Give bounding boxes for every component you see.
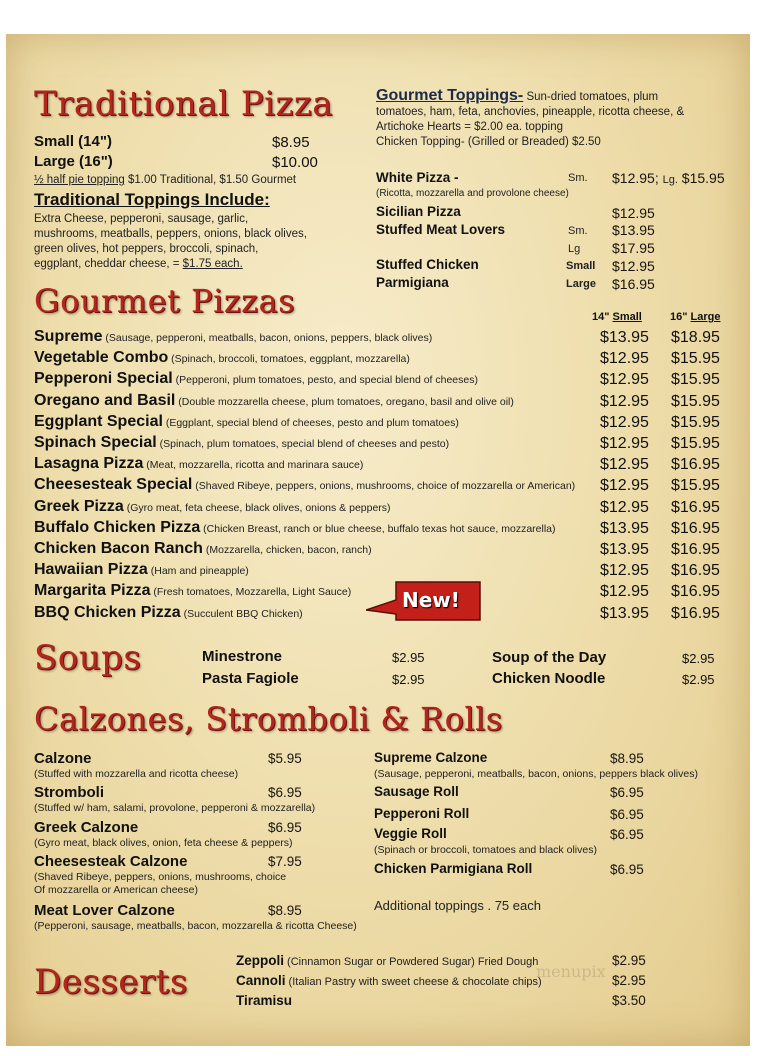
calzone-item-price: $6.95 <box>610 827 644 842</box>
soup-name: Soup of the Day <box>492 649 607 666</box>
gourmet-toppings-line: Chicken Topping- (Grilled or Breaded) $2.50 <box>376 136 601 148</box>
calzone-item-price: $6.95 <box>610 785 644 800</box>
white-pizza-sm-label: Sm. <box>568 172 588 184</box>
small-pizza-price: $8.95 <box>272 134 310 151</box>
stuffed-meat-lovers-name: Stuffed Meat Lovers <box>376 222 506 237</box>
dessert-price: $3.50 <box>612 993 646 1008</box>
toppings-line: eggplant, cheddar cheese, = <box>34 258 183 270</box>
additional-toppings-note: Additional toppings . 75 each <box>374 898 541 913</box>
size-small-label: Small <box>612 311 642 323</box>
calzone-item-name: Stromboli <box>34 784 104 801</box>
toppings-line: green olives, hot peppers, broccoli, spinach, <box>34 243 259 255</box>
new-badge <box>366 580 482 622</box>
gourmet-pizza-name: Cheesesteak Special <box>34 476 193 494</box>
gourmet-pizza-small-price: $13.95 <box>600 329 649 346</box>
calzone-item-desc: (Gyro meat, black olives, onion, feta cheese & peppers) <box>34 837 293 849</box>
gourmet-toppings-line: Sun-dried tomatoes, plum <box>523 91 659 103</box>
white-pizza-name: White Pizza - <box>376 170 459 185</box>
size-small-header <box>592 311 642 323</box>
calzones-heading: Calzones, Stromboli & Rolls <box>34 700 503 738</box>
calzone-item-name: Meat Lover Calzone <box>34 902 175 919</box>
size-small-num: 14" <box>592 311 610 323</box>
watermark: menupix <box>536 962 606 981</box>
calzone-item-name: Greek Calzone <box>34 819 139 836</box>
dessert-name: Tiramisu <box>236 993 293 1008</box>
gourmet-pizza-name: Spinach Special <box>34 434 157 451</box>
gourmet-pizza-row <box>34 604 303 622</box>
soup-price: $2.95 <box>392 672 425 687</box>
gourmet-pizza-desc: (Eggplant, special blend of cheeses, pesto and plum tomatoes) <box>162 416 459 429</box>
calzone-item-name: Sausage Roll <box>374 784 459 799</box>
gourmet-pizza-row <box>34 476 575 494</box>
gourmet-pizza-large-price: $15.95 <box>671 371 720 389</box>
gourmet-pizza-name: Hawaiian Pizza <box>34 561 148 579</box>
soups-heading: Soups <box>34 638 142 678</box>
white-pizza-small-price <box>612 170 725 186</box>
gourmet-pizza-desc: (Meat, mozzarella, ricotta and marinara sauce) <box>143 459 364 472</box>
gourmet-pizza-large-price: $16.95 <box>671 541 720 558</box>
white-pizza-lg-price: $15.95 <box>681 170 725 186</box>
gourmet-pizza-large-price: $16.95 <box>671 519 720 537</box>
calzone-item-desc: (Shaved Ribeye, peppers, onions, mushrooms, choice <box>34 871 287 883</box>
gourmet-pizza-small-price: $12.95 <box>600 435 649 452</box>
dessert-price: $2.95 <box>612 973 646 988</box>
gourmet-pizza-row <box>34 582 351 600</box>
traditional-pizza-heading: Traditional Pizza <box>34 84 334 124</box>
calzone-item-price: $8.95 <box>610 751 644 766</box>
dessert-name: Zeppoli <box>236 953 284 968</box>
white-pizza-lg-label: Lg. <box>662 174 678 186</box>
gourmet-pizza-name: Pepperoni Special <box>34 370 173 388</box>
calzone-item-desc: (Sausage, pepperoni, meatballs, bacon, onions, peppers black olives) <box>374 768 698 780</box>
calzone-item-desc: (Spinach or broccoli, tomatoes and black olives) <box>374 844 597 856</box>
gourmet-pizza-desc: (Pepperoni, plum tomatoes, pesto, and special blend of cheeses) <box>172 374 478 387</box>
sicilian-pizza-name: Sicilian Pizza <box>376 204 461 219</box>
gourmet-pizza-small-price: $12.95 <box>600 562 649 580</box>
meat-lovers-lg-price: $17.95 <box>612 240 655 256</box>
soup-price: $2.95 <box>682 651 715 666</box>
calzone-item-price: $6.95 <box>268 785 302 800</box>
gourmet-pizza-desc: (Fresh tomatoes, Mozzarella, Light Sauce) <box>150 586 352 599</box>
soup-name: Pasta Fagiole <box>202 670 299 687</box>
calzone-item-name: Pepperoni Roll <box>374 806 470 821</box>
dessert-row <box>236 992 292 1010</box>
meat-lovers-sm-label: Sm. <box>568 225 588 237</box>
gourmet-pizza-small-price: $12.95 <box>600 413 649 431</box>
dessert-row <box>236 952 538 970</box>
gourmet-toppings-heading: Gourmet Toppings- <box>376 87 524 104</box>
gourmet-pizzas-heading: Gourmet Pizzas <box>34 282 296 320</box>
white-pizza-desc: (Ricotta, mozzarella and provolone cheese) <box>376 188 569 199</box>
new-badge-label: New! <box>402 588 460 612</box>
calzone-item-name: Cheesesteak Calzone <box>34 853 188 870</box>
calzone-item-price: $5.95 <box>268 751 302 766</box>
calzone-item-name: Calzone <box>34 750 92 767</box>
gourmet-pizza-name: Supreme <box>34 328 103 345</box>
sicilian-pizza-price: $12.95 <box>612 205 655 221</box>
gourmet-pizza-name: Chicken Bacon Ranch <box>34 540 203 557</box>
gourmet-pizza-small-price: $12.95 <box>600 392 649 410</box>
soup-name: Chicken Noodle <box>492 670 606 687</box>
half-pie-line <box>34 174 296 186</box>
half-pie-label: ½ half pie topping <box>34 174 125 186</box>
toppings-line: mushrooms, meatballs, peppers, onions, black olives, <box>34 228 307 240</box>
gourmet-pizza-small-price: $12.95 <box>600 371 649 389</box>
gourmet-pizza-large-price: $15.95 <box>671 477 720 495</box>
calzone-item-desc: (Stuffed with mozzarella and ricotta cheese) <box>34 768 239 780</box>
gourmet-pizza-desc: (Spinach, plum tomatoes, special blend of cheeses and pesto) <box>156 438 450 450</box>
large-pizza-label: Large (16") <box>34 153 113 170</box>
gourmet-pizza-large-price: $16.95 <box>671 604 720 622</box>
traditional-toppings-heading: Traditional Toppings Include: <box>34 190 270 209</box>
stuffed-chicken-name: Stuffed Chicken <box>376 257 479 272</box>
toppings-price: $1.75 each. <box>182 258 243 270</box>
gourmet-pizza-desc: (Mozzarella, chicken, bacon, ranch) <box>202 544 372 556</box>
stuffed-chicken-large-label: Large <box>566 278 596 290</box>
size-large-header <box>670 311 720 323</box>
gourmet-pizza-small-price: $13.95 <box>600 519 649 537</box>
meat-lovers-sm-price: $13.95 <box>612 222 655 238</box>
gourmet-pizza-row <box>34 370 478 388</box>
gourmet-pizza-name: Vegetable Combo <box>34 349 169 367</box>
gourmet-pizza-desc: (Spinach, broccoli, tomatoes, eggplant, mozzarella) <box>168 353 410 366</box>
gourmet-pizza-row <box>34 413 459 431</box>
size-large-label: Large <box>690 311 721 323</box>
gourmet-pizza-small-price: $13.95 <box>600 604 649 622</box>
stuffed-chicken-large-price: $16.95 <box>612 276 655 292</box>
gourmet-toppings-line: tomatoes, ham, feta, anchovies, pineapple, ricotta cheese, & <box>376 106 685 118</box>
small-pizza-label: Small (14") <box>34 133 112 150</box>
calzone-item-price: $6.95 <box>610 807 644 822</box>
gourmet-pizza-row <box>34 519 556 537</box>
gourmet-pizza-name: Lasagna Pizza <box>34 455 144 473</box>
stuffed-chicken-name-2: Parmigiana <box>376 275 449 290</box>
gourmet-pizza-small-price: $13.95 <box>600 541 649 558</box>
gourmet-pizza-small-price: $12.95 <box>600 477 649 495</box>
calzone-item-price: $6.95 <box>268 820 302 835</box>
gourmet-pizza-row <box>34 434 449 452</box>
gourmet-pizza-large-price: $16.95 <box>671 583 720 601</box>
gourmet-pizza-desc: (Succulent BBQ Chicken) <box>180 607 303 620</box>
gourmet-pizza-large-price: $16.95 <box>671 456 720 474</box>
calzone-item-price: $7.95 <box>268 854 302 869</box>
half-pie-prices: $1.00 Traditional, $1.50 Gourmet <box>128 174 297 186</box>
gourmet-pizza-row <box>34 392 514 410</box>
gourmet-pizza-small-price: $12.95 <box>600 350 649 368</box>
gourmet-pizza-row <box>34 455 363 473</box>
calzone-item-name: Supreme Calzone <box>374 750 488 765</box>
traditional-toppings-list <box>34 212 307 272</box>
calzone-item-desc: Of mozzarella or American cheese) <box>34 884 198 896</box>
gourmet-pizza-row <box>34 349 410 367</box>
gourmet-pizza-small-price: $12.95 <box>600 583 649 601</box>
gourmet-toppings-block <box>376 88 684 150</box>
gourmet-pizza-desc: (Gyro meat, feta cheese, black olives, onions & peppers) <box>123 501 391 514</box>
dessert-desc: (Cinnamon Sugar or Powdered Sugar) Fried Dough <box>284 956 539 968</box>
soup-price: $2.95 <box>392 650 425 665</box>
gourmet-pizza-large-price: $15.95 <box>671 350 720 368</box>
gourmet-pizza-row <box>34 561 249 579</box>
dessert-price: $2.95 <box>612 953 646 968</box>
large-pizza-price: $10.00 <box>272 154 318 171</box>
gourmet-pizza-small-price: $12.95 <box>600 498 649 516</box>
soup-price: $2.95 <box>682 672 715 687</box>
gourmet-pizza-desc: (Chicken Breast, ranch or blue cheese, buffalo texas hot sauce, mozzarella) <box>200 522 556 535</box>
gourmet-pizza-desc: (Double mozzarella cheese, plum tomatoes, oregano, basil and olive oil) <box>175 395 514 408</box>
meat-lovers-lg-label: Lg <box>568 243 581 255</box>
toppings-line-last <box>34 257 307 272</box>
gourmet-pizza-large-price: $15.95 <box>671 413 720 431</box>
soup-name: Minestrone <box>202 648 283 665</box>
white-pizza-sm-price: $12.95; <box>612 170 659 186</box>
gourmet-pizza-desc: (Shaved Ribeye, peppers, onions, mushrooms, choice of mozzarella or American) <box>192 480 576 493</box>
dessert-row <box>236 972 542 990</box>
gourmet-pizza-large-price: $16.95 <box>671 498 720 516</box>
gourmet-pizza-name: Buffalo Chicken Pizza <box>34 518 201 536</box>
size-large-num: 16" <box>670 311 688 323</box>
gourmet-pizza-large-price: $15.95 <box>671 392 720 410</box>
dessert-desc: (Italian Pastry with sweet cheese & chocolate chips) <box>285 976 542 988</box>
calzone-item-name: Veggie Roll <box>374 826 447 841</box>
gourmet-pizza-name: Eggplant Special <box>34 412 163 430</box>
gourmet-pizza-row <box>34 328 432 346</box>
calzone-item-desc: (Stuffed w/ ham, salami, provolone, pepperoni & mozzarella) <box>34 802 316 814</box>
gourmet-pizza-desc: (Sausage, pepperoni, meatballs, bacon, onions, peppers, black olives) <box>102 332 433 344</box>
stuffed-chicken-small-price: $12.95 <box>612 258 655 274</box>
gourmet-pizza-row <box>34 540 372 558</box>
gourmet-pizza-large-price: $18.95 <box>671 329 720 346</box>
toppings-line: Extra Cheese, pepperoni, sausage, garlic, <box>34 213 249 225</box>
calzone-item-name: Chicken Parmigiana Roll <box>374 861 533 876</box>
stuffed-chicken-small-label: Small <box>566 260 596 272</box>
gourmet-pizza-name: Margarita Pizza <box>34 582 151 600</box>
gourmet-pizza-name: Greek Pizza <box>34 497 124 515</box>
gourmet-pizza-large-price: $15.95 <box>671 435 720 452</box>
desserts-heading: Desserts <box>34 962 188 1002</box>
calzone-item-price: $8.95 <box>268 903 302 918</box>
gourmet-pizza-name: Oregano and Basil <box>34 391 176 409</box>
gourmet-pizza-large-price: $16.95 <box>671 562 720 580</box>
calzone-item-desc: (Pepperoni, sausage, meatballs, bacon, mozzarella & ricotta Cheese) <box>34 920 357 932</box>
gourmet-pizza-name: BBQ Chicken Pizza <box>34 603 181 621</box>
dessert-name: Cannoli <box>236 973 286 988</box>
gourmet-pizza-desc: (Ham and pineapple) <box>147 565 249 578</box>
gourmet-pizza-small-price: $12.95 <box>600 456 649 474</box>
gourmet-pizza-row <box>34 498 391 516</box>
gourmet-toppings-line: Artichoke Hearts = $2.00 ea. topping <box>376 121 563 133</box>
calzone-item-price: $6.95 <box>610 862 644 877</box>
